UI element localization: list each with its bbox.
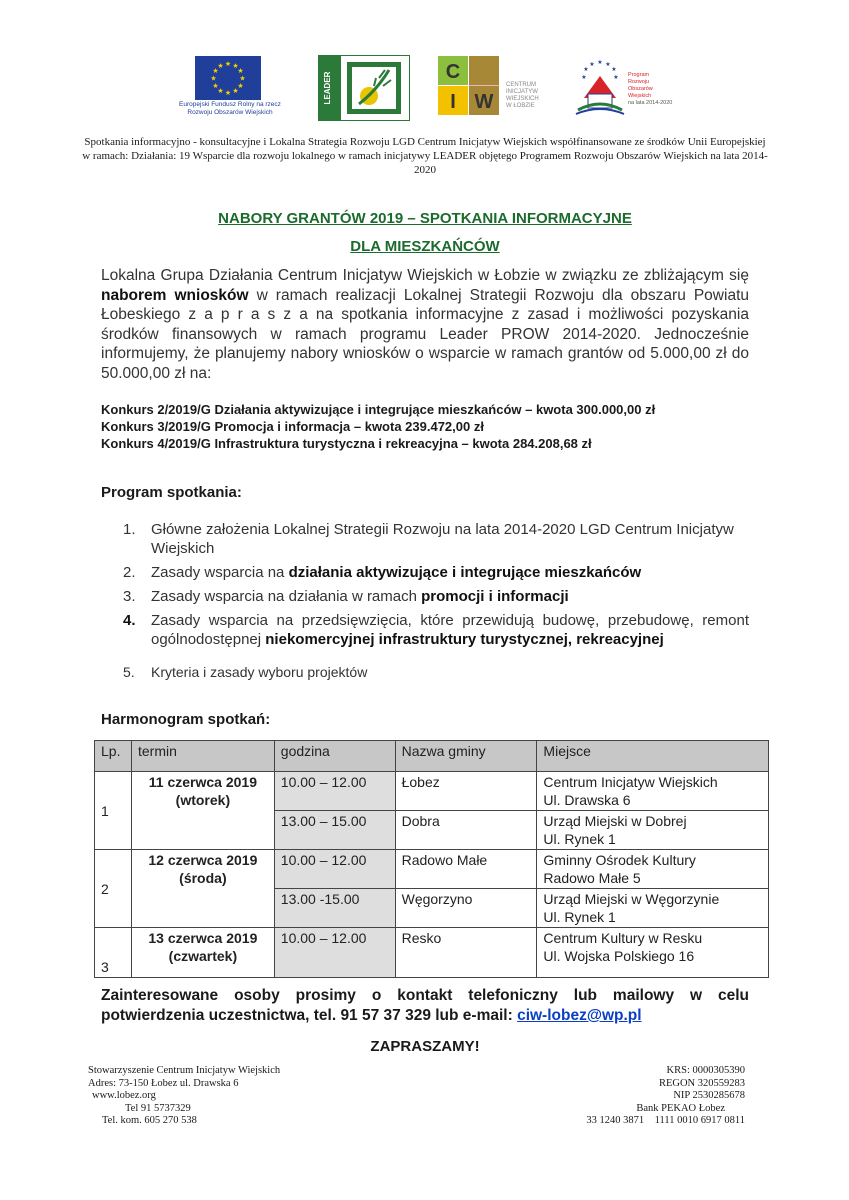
cell-miejsce [537,928,769,978]
header-godzina: godzina [274,741,395,772]
program-item-number: 2. [123,564,136,581]
svg-text:★: ★ [212,67,219,75]
konkurs-item: Konkurs 2/2019/G Działania aktywizujące i integrujące mieszkańców – kwota 300.000,00 zł [101,402,656,417]
leader-logo [318,55,410,121]
footer-account: 33 1240 3871 1111 0010 6917 0811 [586,1115,745,1127]
intro-text-2: w ramach realizacji Lokalnej Strategii Rozwoju dla obszaru Powiatu Łobeskiego z a p r a s z a na spotkania informacyjne z zasad i możliwości pozyskania środków finansowych w ramach programu Leader PROW 2014-2020. Jednocześnie informujemy, że planujemy nabory wniosków o wsparcie w ramach grantów od 5.000,00 zł do 50.000,00 zł na: [101,286,749,382]
ciw-letter-w: W [474,91,494,113]
svg-text:★: ★ [217,62,224,70]
program-item [101,587,749,606]
termin-day: (wtorek) [175,792,231,808]
cell-miejsce [537,772,769,811]
cell-gmina: Radowo Małe [395,850,537,889]
svg-text:★: ★ [613,74,619,81]
table-row [95,850,769,889]
svg-text:★: ★ [212,82,219,90]
svg-text:★: ★ [611,66,617,73]
program-item-number: 5. [123,664,135,680]
ciw-text-4: W ŁOBZIE [506,103,535,109]
schedule-table [94,740,769,978]
prow-text-3: Obszarów [628,86,653,92]
termin-date: 12 czerwca 2019 [148,852,258,868]
konkursy-list [101,401,749,452]
eu-caption-line1: Europejski Fundusz Rolny na rzecz [179,101,281,108]
miejsce-line1: Urząd Miejski w Dobrej [543,813,687,829]
footer-right [540,1065,745,1128]
svg-text:★: ★ [583,66,589,73]
cell-gmina: Węgorzyno [395,889,537,928]
termin-date: 13 czerwca 2019 [148,930,258,946]
miejsce-line2: Ul. Wojska Polskiego 16 [543,948,695,964]
miejsce-line1: Urząd Miejski w Węgorzynie [543,891,720,907]
ciw-letter-i: I [450,91,456,113]
table-header-row [95,741,769,772]
cell-miejsce [537,811,769,850]
svg-text:★: ★ [217,87,224,95]
footer-org-name: Stowarzyszenie Centrum Inicjatyw Wiejskich [88,1065,281,1076]
program-item-text: Główne założenia Lokalnej Strategii Rozwoju na lata 2014-2020 LGD Centrum Inicjatyw Wiejskich [151,521,734,557]
svg-text:★: ★ [237,67,244,75]
cell-godzina: 10.00 – 12.00 [274,928,395,978]
eu-caption [175,101,285,117]
email-link[interactable]: ciw-lobez@wp.pl [517,1007,642,1024]
contact-paragraph [101,986,749,1026]
table-row [95,928,769,978]
cell-gmina: Dobra [395,811,537,850]
header-termin: termin [131,741,274,772]
svg-text:★: ★ [605,61,611,68]
cell-godzina: 10.00 – 12.00 [274,772,395,811]
cell-miejsce [537,850,769,889]
ciw-text-2: INICJATYW [506,89,538,95]
svg-text:★: ★ [210,74,217,83]
contact-text: Zainteresowane osoby prosimy o kontakt telefoniczny lub mailowy w celu potwierdzenia uczestnictwa, tel. 91 57 37 329 lub e-mail: [101,987,749,1024]
intro-text-1: Lokalna Grupa Działania Centrum Inicjatyw Wiejskich w Łobzie w związku ze zbliżającym się [101,267,749,284]
svg-text:★: ★ [237,82,244,90]
miejsce-line2: Ul. Rynek 1 [543,831,616,847]
termin-date: 11 czerwca 2019 [148,774,257,790]
program-item-bold: niekomercyjnej infrastruktury turystycznej, rekreacyjnej [265,631,664,648]
prow-text-5: na lata 2014-2020 [628,100,673,106]
footer-krs: KRS: 0000305390 [666,1065,745,1076]
page-title: NABORY GRANTÓW 2019 – SPOTKANIA INFORMACYJNE [218,210,632,227]
footer-website: www.lobez.org [92,1090,156,1102]
ciw-logo [436,56,556,116]
cell-miejsce [537,889,769,928]
svg-text:★: ★ [589,61,595,68]
program-item [101,563,749,582]
program-item [101,663,749,682]
konkurs-item: Konkurs 3/2019/G Promocja i informacja – kwota 239.472,00 zł [101,419,484,434]
program-item-bold: działania aktywizujące i integrujące mieszkańców [288,564,642,581]
cell-lp: 1 [95,772,132,850]
konkurs-item: Konkurs 4/2019/G Infrastruktura turystyczna i rekreacyjna – kwota 284.208,68 zł [101,436,592,451]
footer-address: Adres: 73-150 Łobez ul. Drawska 6 [88,1077,239,1089]
prow-logo [572,54,676,118]
cell-godzina: 10.00 – 12.00 [274,850,395,889]
ciw-text-1: CENTRUM [506,82,536,88]
svg-text:★: ★ [581,74,587,81]
header-note: Spotkania informacyjno - konsultacyjne i Lokalna Strategia Rozwoju LGD Centrum Inicjatyw Wiejskich współfinansowane ze środków Unii Europejskiej w ramach: Działania: 19 Wsparcie dla rozwoju lokalnego w ramach inicjatywy LEADER objętego Programem Rozwoju Obszarów Wiejskich na lata 2014-2020 [82,136,768,176]
footer-nip: NIP 2530285678 [673,1090,745,1102]
footer-phone: Tel 91 5737329 [125,1102,191,1114]
schedule-title: Harmonogram spotkań: [101,711,271,728]
cell-godzina: 13.00 -15.00 [274,889,395,928]
program-item [101,520,749,558]
miejsce-line1: Centrum Inicjatyw Wiejskich [543,774,718,790]
cell-termin [131,928,274,978]
svg-text:★: ★ [239,74,246,83]
intro-bold: naborem wniosków [101,286,249,304]
cell-lp: 2 [95,850,132,928]
page-subtitle: DLA MIESZKAŃCÓW [350,238,500,255]
program-list [101,520,749,687]
cell-lp: 3 [95,928,132,978]
footer-regon: REGON 320559283 [658,1077,745,1089]
miejsce-line2: Ul. Rynek 1 [543,909,616,925]
prow-text-4: Wiejskich [628,93,652,99]
cell-termin [131,850,274,928]
svg-text:★: ★ [224,60,232,68]
svg-text:★: ★ [232,87,239,95]
header-lp: Lp. [95,741,132,772]
program-item-number: 4. [123,612,136,629]
cell-godzina: 13.00 – 15.00 [274,811,395,850]
leader-text: LEADER [323,71,332,105]
cell-gmina: Łobez [395,772,537,811]
program-title: Program spotkania: [101,484,242,501]
svg-text:★: ★ [224,89,232,97]
program-item-bold: promocji i informacji [421,588,569,605]
miejsce-line2: Radowo Małe 5 [543,870,641,886]
svg-text:★: ★ [597,59,603,66]
miejsce-line2: Ul. Drawska 6 [543,792,631,808]
miejsce-line1: Gminny Ośrodek Kultury [543,852,696,868]
footer-mobile: Tel. kom. 605 270 538 [102,1115,197,1127]
ciw-text-3: WIEJSKICH [506,96,539,102]
eu-flag-logo [195,56,261,100]
intro-paragraph [101,266,749,383]
prow-text-1: Program [628,72,650,78]
termin-day: (środa) [179,870,227,886]
eu-caption-line2: Rozwoju Obszarów Wiejskich [187,109,273,116]
program-item-text: Zasady wsparcia na [151,564,289,581]
header-miejsce: Miejsce [537,741,769,772]
svg-text:★: ★ [232,62,239,70]
program-item [101,611,749,649]
program-item-number: 1. [123,521,136,538]
miejsce-line1: Centrum Kultury w Resku [543,930,703,946]
program-item-text: Zasady wsparcia na przedsięwzięcia, które przewidują budowę, przebudowę, remont ogólnodostępnej [151,612,749,648]
cell-termin [131,772,274,850]
program-item-text: Zasady wsparcia na działania w ramach [151,588,422,605]
prow-text-2: Rozwoju [628,79,650,85]
ciw-letter-c: C [445,61,461,83]
header-gmina: Nazwa gminy [395,741,537,772]
termin-day: (czwartek) [168,948,238,964]
table-row [95,772,769,811]
program-item-number: 3. [123,588,136,605]
eu-stars-icon [195,56,261,100]
invitation-text: ZAPRASZAMY! [370,1038,480,1055]
cell-gmina: Resko [395,928,537,978]
footer-bank: Bank PEKAO Łobez [636,1102,725,1114]
program-item-text: Kryteria i zasady wyboru projektów [151,664,368,680]
footer-left [88,1065,280,1128]
